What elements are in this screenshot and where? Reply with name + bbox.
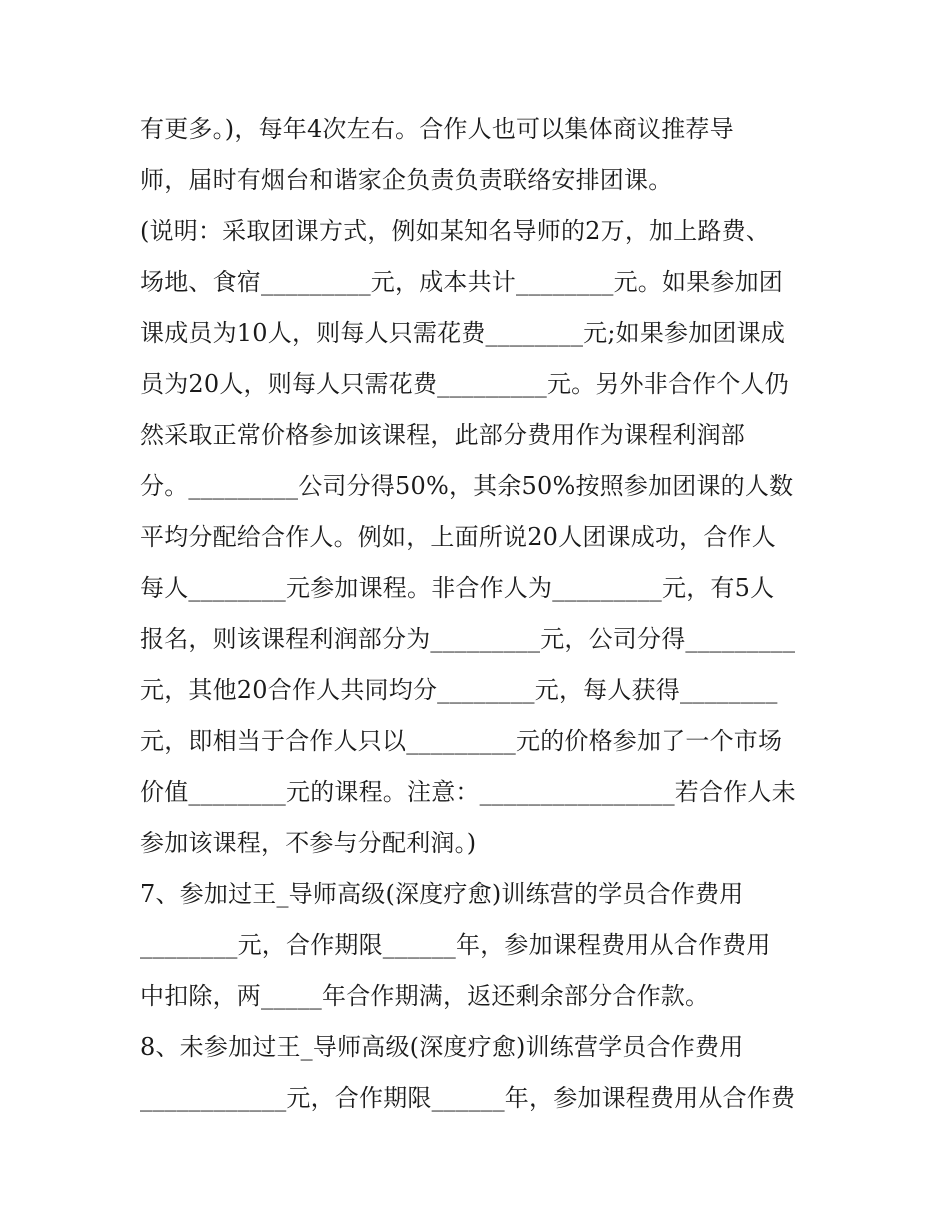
text-line: 师，届时有烟台和谐家企负责负责联络安排团课。 — [140, 166, 673, 194]
text-line: 平均分配给合作人。例如，上面所说20人团课成功，合作人 — [140, 523, 776, 551]
text-line: 分。_________公司分得50%，其余50%按照参加团课的人数 — [140, 472, 794, 500]
text-line: 中扣除，两_____年合作期满，返还剩余部分合作款。 — [140, 982, 710, 1010]
text-line: ________元，合作期限______年，参加课程费用从合作费用 — [140, 931, 771, 959]
text-line: 有更多。)，每年4次左右。合作人也可以集体商议推荐导 — [140, 115, 734, 143]
text-line: 元，即相当于合作人只以_________元的价格参加了一个市场 — [140, 727, 783, 755]
text-line: 价值________元的课程。注意：________________若合作人未 — [140, 778, 796, 806]
text-line: ____________元，合作期限______年，参加课程费用从合作费 — [140, 1084, 796, 1112]
text-line: 元，其他20合作人共同均分________元，每人获得________ — [140, 676, 778, 704]
text-line: 7、参加过王_导师高级(深度疗愈)训练营的学员合作费用 — [140, 880, 744, 908]
text-line: 员为20人，则每人只需花费_________元。另外非合作个人仍 — [140, 370, 789, 398]
text-line: 每人________元参加课程。非合作人为_________元，有5人 — [140, 574, 775, 602]
text-line: 8、未参加过王_导师高级(深度疗愈)训练营学员合作费用 — [140, 1033, 744, 1061]
text-line: (说明：采取团课方式，例如某知名导师的2万，加上路费、 — [140, 217, 771, 245]
text-line: 场地、食宿_________元，成本共计________元。如果参加团 — [140, 268, 783, 296]
text-line: 然采取正常价格参加该课程，此部分费用作为课程利润部 — [140, 421, 745, 449]
text-line: 课成员为10人，则每人只需花费________元;如果参加团课成 — [140, 319, 786, 347]
text-line: 参加该课程，不参与分配利润。) — [140, 829, 477, 857]
text-line: 报名，则该课程利润部分为_________元，公司分得_________ — [140, 625, 796, 653]
